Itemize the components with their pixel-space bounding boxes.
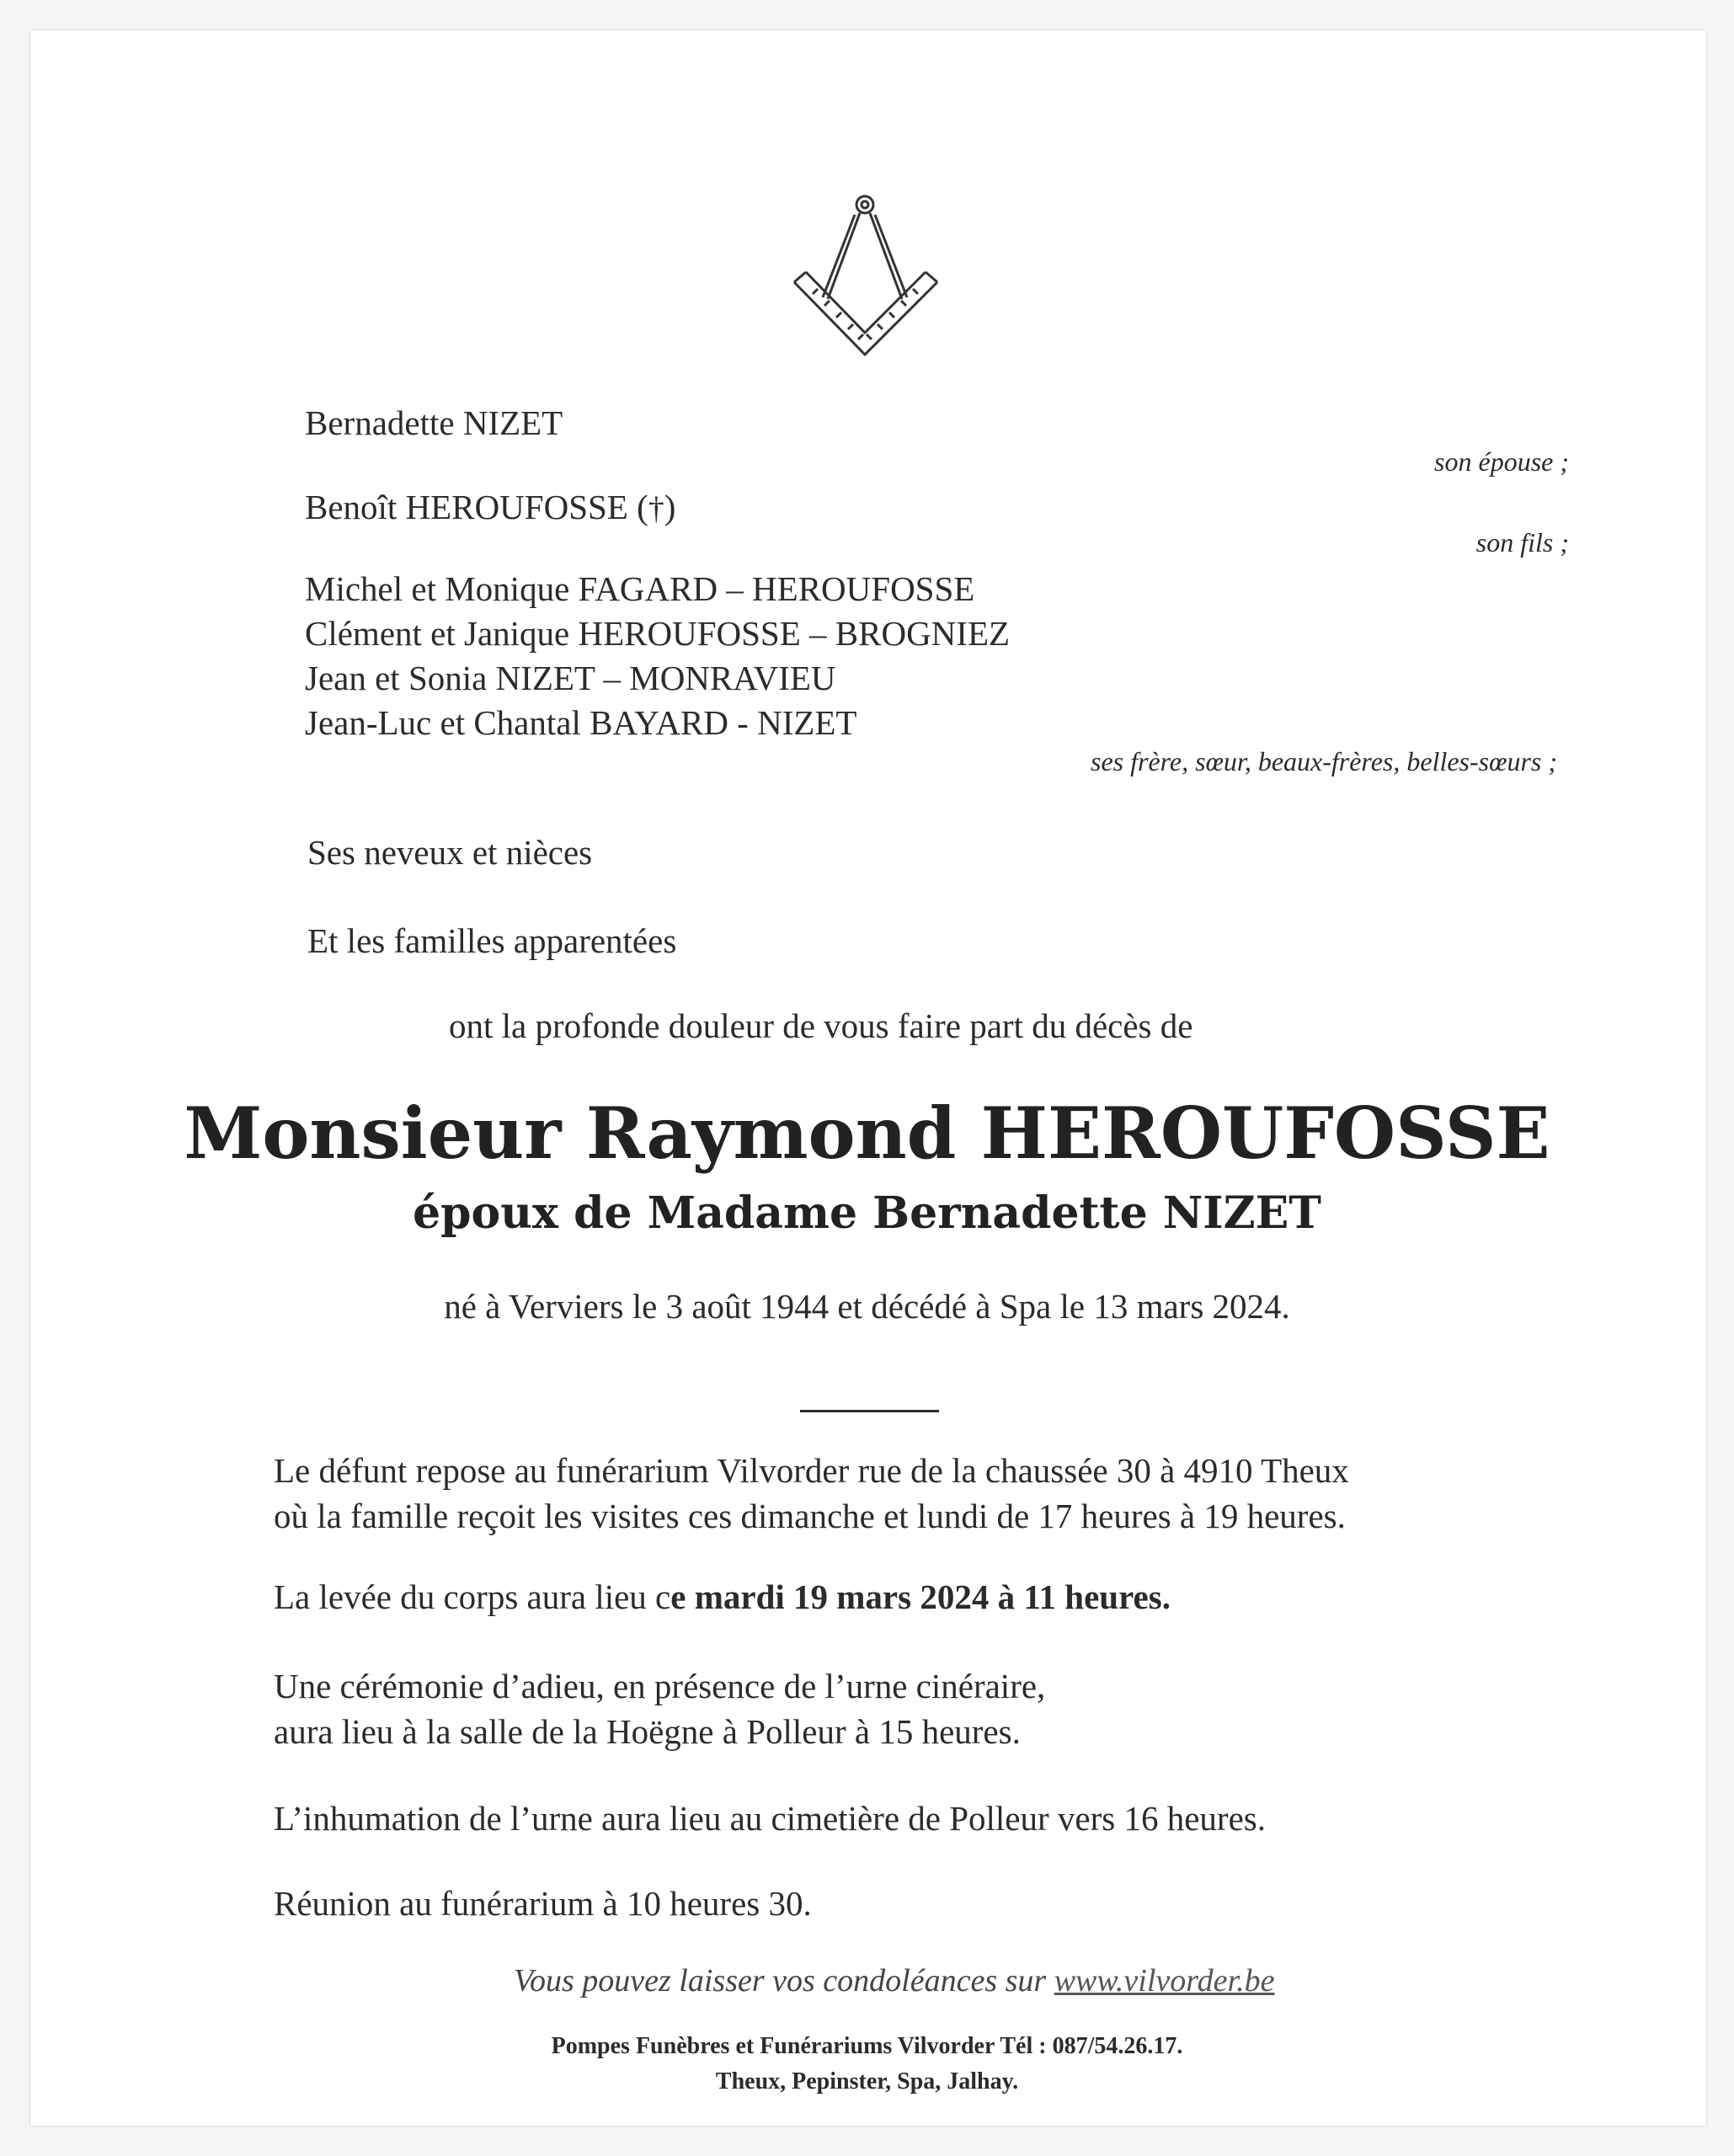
footer-line-1: Pompes Funèbres et Funérariums Vilvorder Tél : 087/54.26.17. [551,2033,1183,2059]
levee-date: e mardi 19 mars 2024 à 11 heures. [670,1577,1171,1616]
burial-line: L’inhumation de l’urne aura lieu au cimetière de Polleur vers 16 heures. [274,1799,1266,1838]
levee-line [274,1577,1171,1617]
sibling-line: Jean-Luc et Chantal BAYARD - NIZET [305,703,857,742]
announcement-intro: ont la profonde douleur de vous faire part du décès de [449,1006,1193,1045]
rest-line-1: Le défunt repose au funérarium Vilvorder rue de la chaussée 30 à 4910 Theux [274,1451,1349,1490]
son-role: son fils ; [1475,527,1569,558]
levee-prefix: La levée du corps aura lieu c [274,1577,671,1616]
spouse-of-line: époux de Madame Bernadette NIZET [413,1187,1321,1239]
condolences-text: Vous pouvez laisser vos condoléances sur [514,1963,1054,1999]
son-name [305,487,675,527]
ceremony-line-2: aura lieu à la salle de la Hoëgne à Polleur à 15 heures. [274,1712,1021,1751]
sibling-line: Michel et Monique FAGARD – HEROUFOSSE [305,569,975,608]
separator-rule [800,1410,939,1412]
ceremony-line-1: Une cérémonie d’adieu, en présence de l’urne cinéraire, [274,1667,1046,1705]
son-name-prefix: Benoît HEROUFOSSE ( [305,488,648,526]
son-name-suffix: ) [664,488,676,526]
deceased-name: Monsieur Raymond HEROUFOSSE [184,1091,1550,1175]
dagger-icon: † [648,491,664,526]
spouse-role: son épouse ; [1434,446,1569,477]
sibling-line: Clément et Janique HEROUFOSSE – BROGNIEZ [305,614,1011,653]
siblings-role: ses frère, sœur, beaux-frères, belles-sœurs ; [1090,746,1557,776]
condolences-line [514,1962,1274,1999]
relatives-line: Et les familles apparentées [307,921,677,960]
born-died-line: né à Verviers le 3 août 1944 et décédé à Spa le 13 mars 2024. [444,1287,1290,1326]
spouse-name: Bernadette NIZET [305,403,563,442]
square-and-compasses-icon [787,189,943,358]
footer-line-2: Theux, Pepinster, Spa, Jalhay. [715,2068,1019,2095]
meeting-line: Réunion au funérarium à 10 heures 30. [274,1884,812,1923]
sibling-line: Jean et Sonia NIZET – MONRAVIEU [305,659,836,697]
nephews-line: Ses neveux et nièces [307,833,593,872]
condolences-link[interactable]: www.vilvorder.be [1054,1963,1275,1999]
rest-line-2: où la famille reçoit les visites ces dimanche et lundi de 17 heures à 19 heures. [274,1497,1346,1535]
